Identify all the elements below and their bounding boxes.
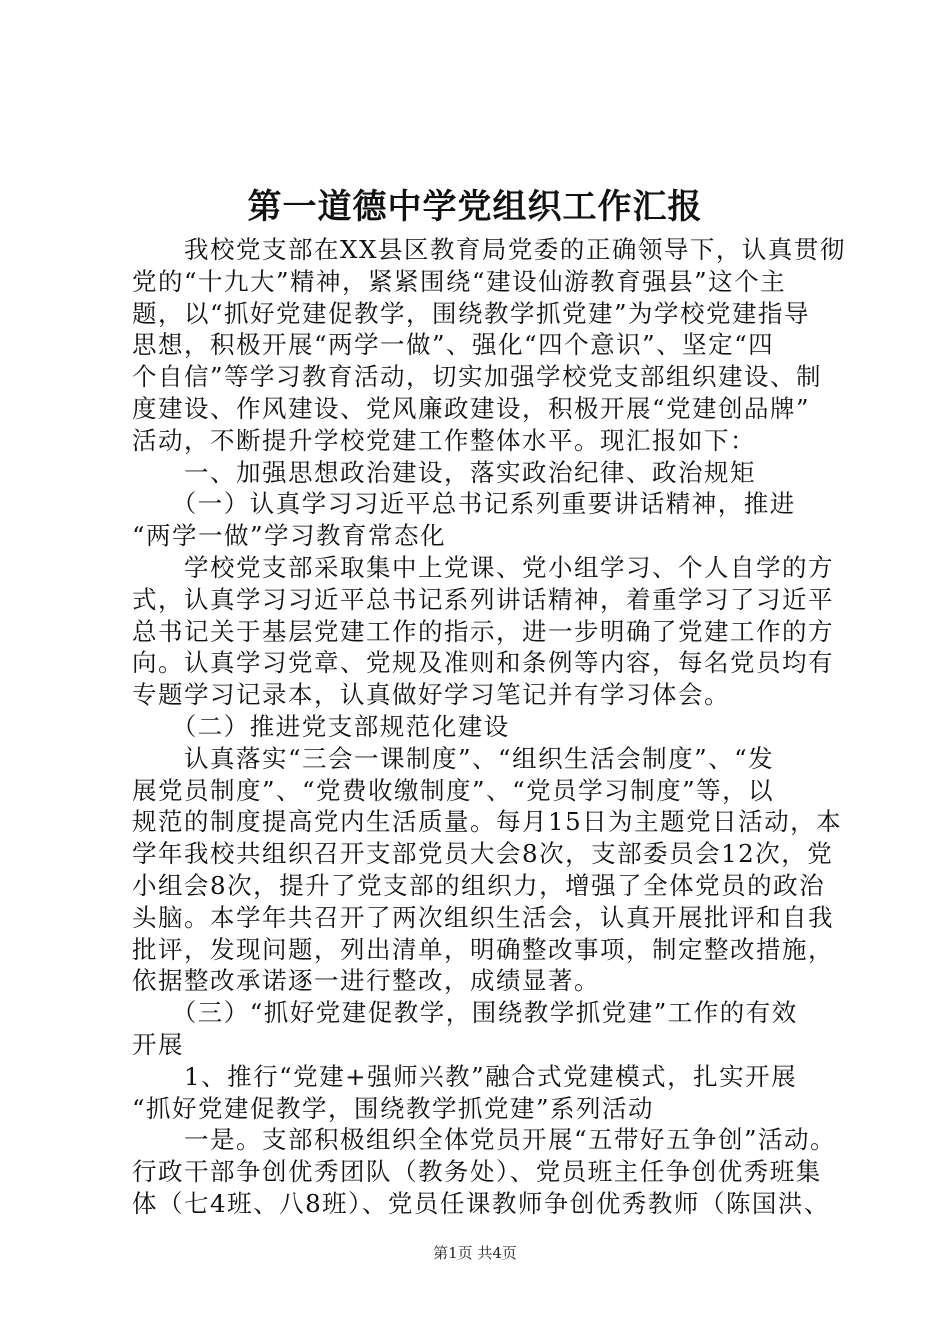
subsection-heading: （二）推进党支部规范化建设 <box>132 711 510 741</box>
paragraph-line: 规范的制度提高党内生活质量。每月15日为主题党日活动，本 <box>132 807 843 837</box>
paragraph-line: 活动，不断提升学校党建工作整体水平。现汇报如下： <box>132 425 756 455</box>
paragraph-line: 总书记关于基层党建工作的指示，进一步明确了党建工作的方 <box>132 616 834 646</box>
item-heading: “抓好党建促教学，围绕教学抓党建”系列活动 <box>132 1093 655 1123</box>
paragraph-line: 学年我校共组织召开支部党员大会8次，支部委员会12次，党 <box>132 839 834 869</box>
paragraph-line: 度建设、作风建设、党风廉政建设，积极开展“党建创品牌” <box>132 393 811 423</box>
document-title: 第一道德中学党组织工作汇报 <box>247 187 703 227</box>
paragraph-line: 题，以“抓好党建促教学，围绕教学抓党建”为学校党建指导 <box>132 298 811 328</box>
paragraph-line: 认真落实“三会一课制度”、“组织生活会制度”、“发 <box>132 743 775 773</box>
paragraph-line: 体（七4班、八8班）、党员任课教师争创优秀教师（陈国洪、 <box>132 1188 830 1218</box>
paragraph-line: 我校党支部在XX县区教育局党委的正确领导下，认真贯彻 <box>132 235 846 264</box>
subsection-heading: 开展 <box>132 1029 184 1059</box>
paragraph-line: 向。认真学习党章、党规及准则和条例等内容，每名党员均有 <box>132 648 834 678</box>
paragraph-line: 党的“十九大”精神，紧紧围绕“建设仙游教育强县”这个主 <box>132 266 787 296</box>
paragraph-line: 专题学习记录本，认真做好学习笔记并有学习体会。 <box>132 680 730 710</box>
paragraph-line: 批评，发现问题，列出清单，明确整改事项，制定整改措施， <box>132 934 834 964</box>
document-body <box>132 234 860 1220</box>
paragraph-line: 小组会8次，提升了党支部的组织力，增强了全体党员的政治 <box>132 870 826 900</box>
page-number-footer: 第1页 共4页 <box>433 1244 517 1262</box>
item-heading: 1、推行“党建+强师兴教”融合式党建模式，扎实开展 <box>132 1061 798 1091</box>
subsection-heading: （三）“抓好党建促教学，围绕教学抓党建”工作的有效 <box>132 998 798 1028</box>
paragraph-line: 行政干部争创优秀团队（教务处）、党员班主任争创优秀班集 <box>132 1157 822 1187</box>
paragraph-line: 式，认真学习习近平总书记系列讲话精神，着重学习了习近平 <box>132 584 834 614</box>
subsection-heading: “两学一做”学习教育常态化 <box>132 521 447 551</box>
paragraph-line: 思想，积极开展“两学一做”、强化“四个意识”、坚定“四 <box>132 330 775 360</box>
section-heading: 一、加强思想政治建设，落实政治纪律、政治规矩 <box>132 457 756 487</box>
paragraph-line: 依据整改承诺逐一进行整改，成绩显著。 <box>132 966 600 996</box>
paragraph-line: 个自信”等学习教育活动，切实加强学校党支部组织建设、制 <box>132 362 823 392</box>
paragraph-line: 展党员制度”、“党费收缴制度”、“党员学习制度”等，以 <box>132 775 775 805</box>
paragraph-line: 头脑。本学年共召开了两次组织生活会，认真开展批评和自我 <box>132 902 834 932</box>
paragraph-line: 一是。支部积极组织全体党员开展“五带好五争创”活动。 <box>132 1125 837 1155</box>
paragraph-line: 学校党支部采取集中上党课、党小组学习、个人自学的方 <box>132 552 834 582</box>
subsection-heading: （一）认真学习习近平总书记系列重要讲话精神，推进 <box>132 489 796 519</box>
